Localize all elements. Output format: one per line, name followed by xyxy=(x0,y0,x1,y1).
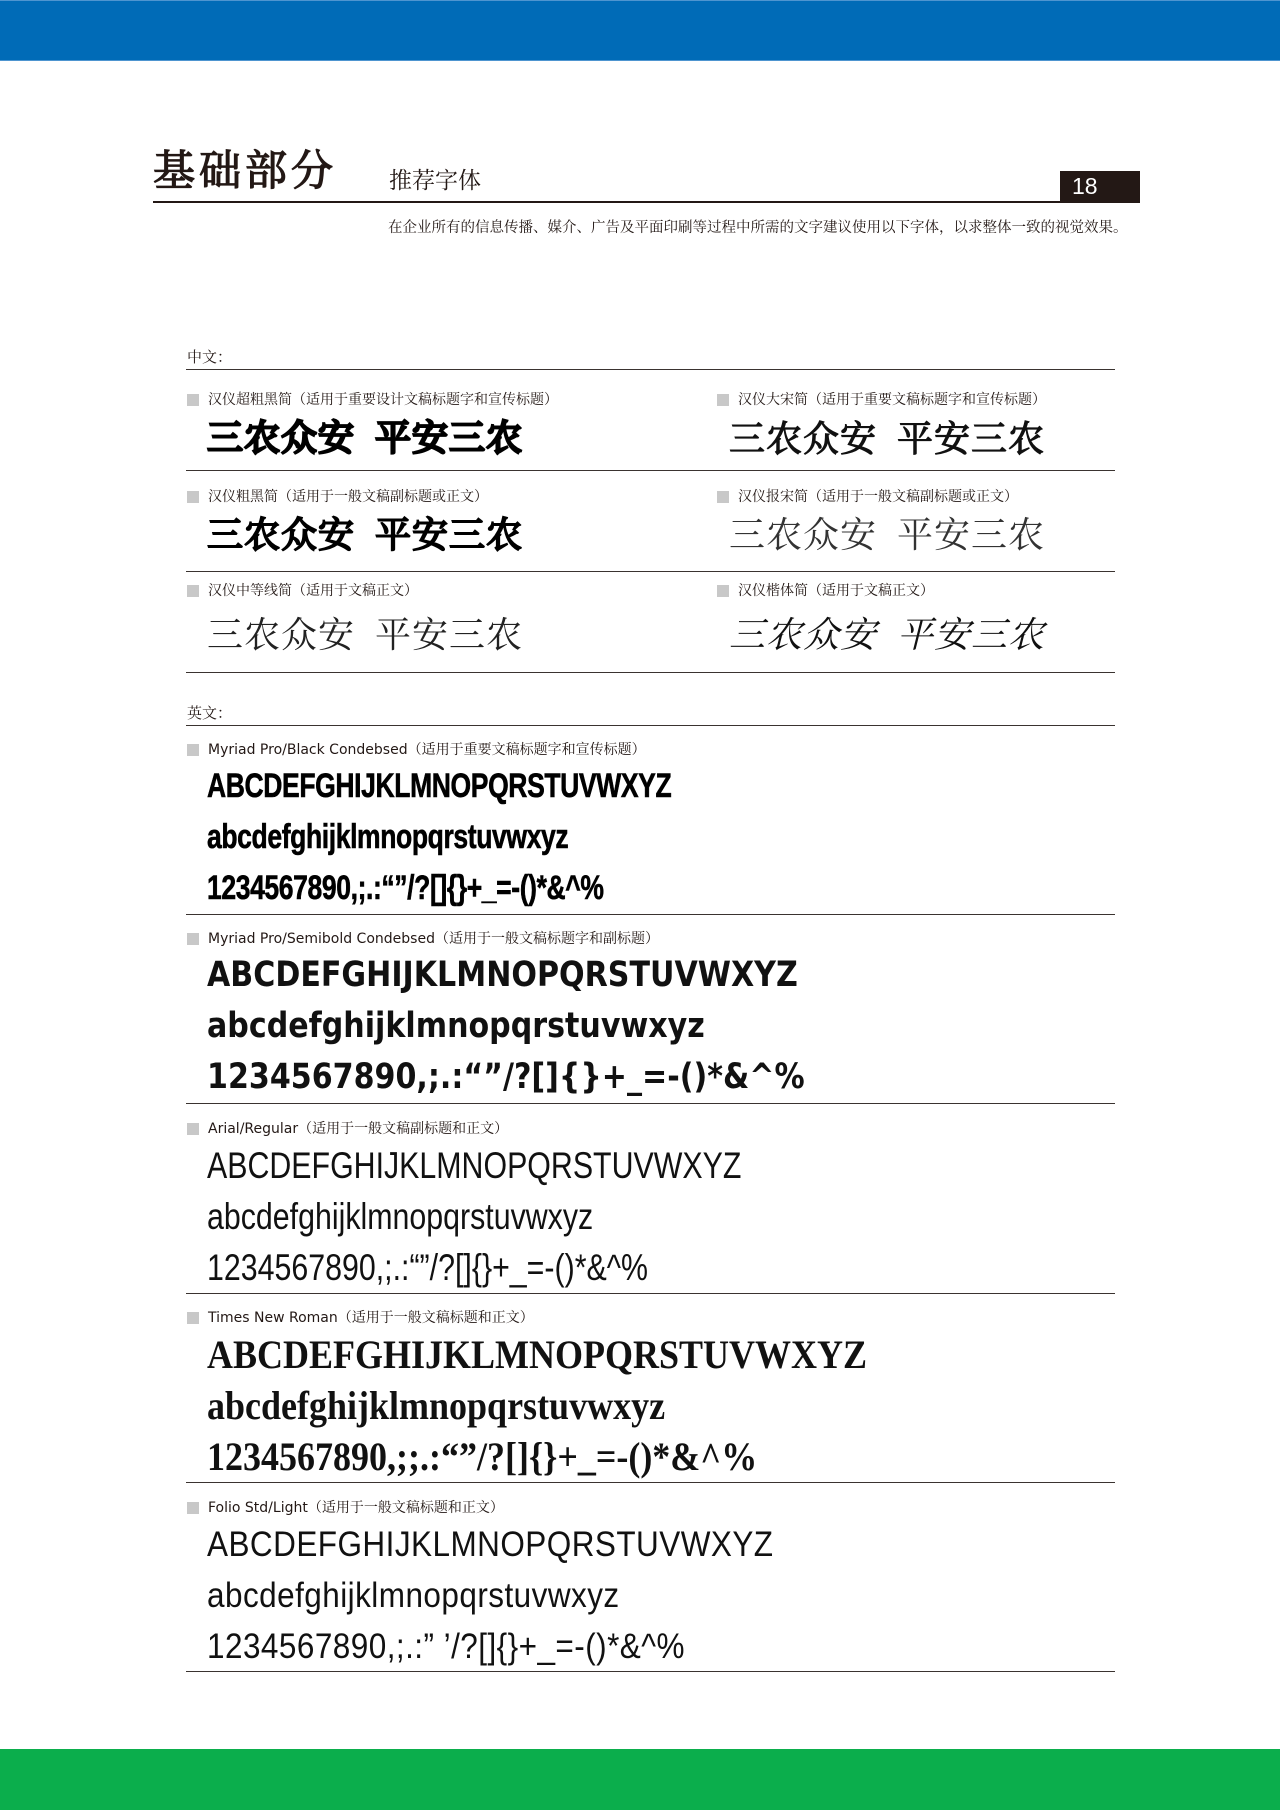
bottom-color-bar xyxy=(0,1749,1280,1810)
page-title: 基础部分 xyxy=(153,146,338,195)
font-sample-times-new-roman xyxy=(187,1309,940,1482)
uppercase-sample: ABCDEFGHIJKLMNOPQRSTUVWXYZ xyxy=(207,1145,742,1186)
page-header xyxy=(153,146,1140,203)
square-bullet-icon xyxy=(717,394,729,406)
chinese-sample-text: 三农众安 平安三农 xyxy=(729,418,1046,460)
symbols-sample: 1234567890,;.:“”/?[]{}+_=-()*&^% xyxy=(207,869,604,907)
uppercase-sample: ABCDEFGHIJKLMNOPQRSTUVWXYZ xyxy=(207,1525,774,1564)
page-number-badge: 18 xyxy=(1060,171,1140,202)
font-sample-myriad-semibold-condensed xyxy=(187,930,902,1103)
chinese-sample-text: 三农众安 平安三农 xyxy=(207,418,524,459)
divider xyxy=(186,369,1115,370)
top-color-bar xyxy=(0,0,1280,61)
square-bullet-icon xyxy=(717,491,729,503)
english-section-label: 英文： xyxy=(187,704,233,722)
square-bullet-icon xyxy=(187,933,199,945)
font-sample-hanyi-dasong xyxy=(717,391,1046,461)
font-name-label: 汉仪中等线简（适用于文稿正文） xyxy=(208,583,418,599)
uppercase-sample: ABCDEFGHIJKLMNOPQRSTUVWXYZ xyxy=(207,1332,868,1377)
font-sample-hanyi-baosong xyxy=(717,488,1045,558)
symbols-sample: 1234567890,;.:“”/?[]{}+_=-()*&^% xyxy=(207,1057,805,1097)
uppercase-sample: ABCDEFGHIJKLMNOPQRSTUVWXYZ xyxy=(207,955,798,995)
symbols-sample: 1234567890,;.:“”/?[]{}+_=-()*&^% xyxy=(207,1247,648,1288)
chinese-sample-text: 三农众安 平安三农 xyxy=(207,515,524,556)
square-bullet-icon xyxy=(717,585,729,597)
font-name-label: 汉仪报宋简（适用于一般文稿副标题或正文） xyxy=(738,489,1018,505)
lowercase-sample: abcdefghijklmnopqrstuvwxyz xyxy=(207,1196,594,1237)
square-bullet-icon xyxy=(187,1123,199,1135)
square-bullet-icon xyxy=(187,1502,199,1514)
font-name-label: 汉仪粗黑简（适用于一般文稿副标题或正文） xyxy=(208,489,488,505)
uppercase-sample: ABCDEFGHIJKLMNOPQRSTUVWXYZ xyxy=(207,767,672,805)
font-name-label: 汉仪大宋简（适用于重要文稿标题字和宣传标题） xyxy=(738,392,1046,408)
chinese-section-label: 中文： xyxy=(187,348,233,366)
font-name-label: Folio Std/Light（适用于一般文稿标题和正文） xyxy=(208,1500,504,1516)
chinese-sample-text: 三农众安 平安三农 xyxy=(729,515,1046,556)
font-name-label: Myriad Pro/Black Condebsed（适用于重要文稿标题字和宣传标题） xyxy=(208,742,646,758)
divider xyxy=(186,470,1115,471)
lowercase-sample: abcdefghijklmnopqrstuvwxyz xyxy=(207,1576,620,1615)
divider xyxy=(186,571,1115,572)
square-bullet-icon xyxy=(187,1312,199,1324)
lowercase-sample: abcdefghijklmnopqrstuvwxyz xyxy=(207,818,569,856)
lowercase-sample: abcdefghijklmnopqrstuvwxyz xyxy=(207,1006,705,1046)
square-bullet-icon xyxy=(187,744,199,756)
divider xyxy=(186,914,1115,915)
font-name-label: Times New Roman（适用于一般文稿标题和正文） xyxy=(208,1310,534,1326)
font-name-label: Myriad Pro/Semibold Condebsed（适用于一般文稿标题字和副标题） xyxy=(208,931,659,947)
font-name-label: Arial/Regular（适用于一般文稿副标题和正文） xyxy=(208,1121,509,1137)
divider xyxy=(186,672,1115,673)
font-sample-arial-regular xyxy=(187,1120,859,1293)
font-sample-folio-light xyxy=(187,1499,836,1672)
square-bullet-icon xyxy=(187,585,199,597)
font-name-label: 汉仪超粗黑简（适用于重要设计文稿标题字和宣传标题） xyxy=(208,392,558,408)
lowercase-sample: abcdefghijklmnopqrstuvwxyz xyxy=(207,1383,666,1428)
font-sample-hanyi-kaiti xyxy=(717,582,1045,658)
divider xyxy=(186,725,1115,726)
font-name-label: 汉仪楷体简（适用于文稿正文） xyxy=(738,583,934,599)
intro-description: 在企业所有的信息传播、媒介、广告及平面印刷等过程中所需的文字建议使用以下字体，以求整体一致的视觉效果。 xyxy=(388,220,1128,236)
divider xyxy=(186,1671,1115,1672)
page-subtitle: 推荐字体 xyxy=(389,168,481,194)
font-sample-hanyi-chaocuhei xyxy=(187,391,558,461)
symbols-sample: 1234567890,;;.:“”/?[]{}+_=-()*&^% xyxy=(207,1434,758,1479)
chinese-sample-text: 三农众安 平安三农 xyxy=(729,615,1046,656)
chinese-sample-text: 三农众安 平安三农 xyxy=(207,615,524,656)
divider xyxy=(186,1103,1115,1104)
square-bullet-icon xyxy=(187,491,199,503)
font-sample-hanyi-cuhei xyxy=(187,488,523,558)
square-bullet-icon xyxy=(187,394,199,406)
divider xyxy=(186,1482,1115,1483)
symbols-sample: 1234567890,;.:” ’/?[]{}+_=-()*&^% xyxy=(207,1627,685,1666)
divider xyxy=(186,1293,1115,1294)
font-sample-myriad-black-condensed xyxy=(187,741,802,914)
font-sample-hanyi-zhongdengxian xyxy=(187,582,523,658)
